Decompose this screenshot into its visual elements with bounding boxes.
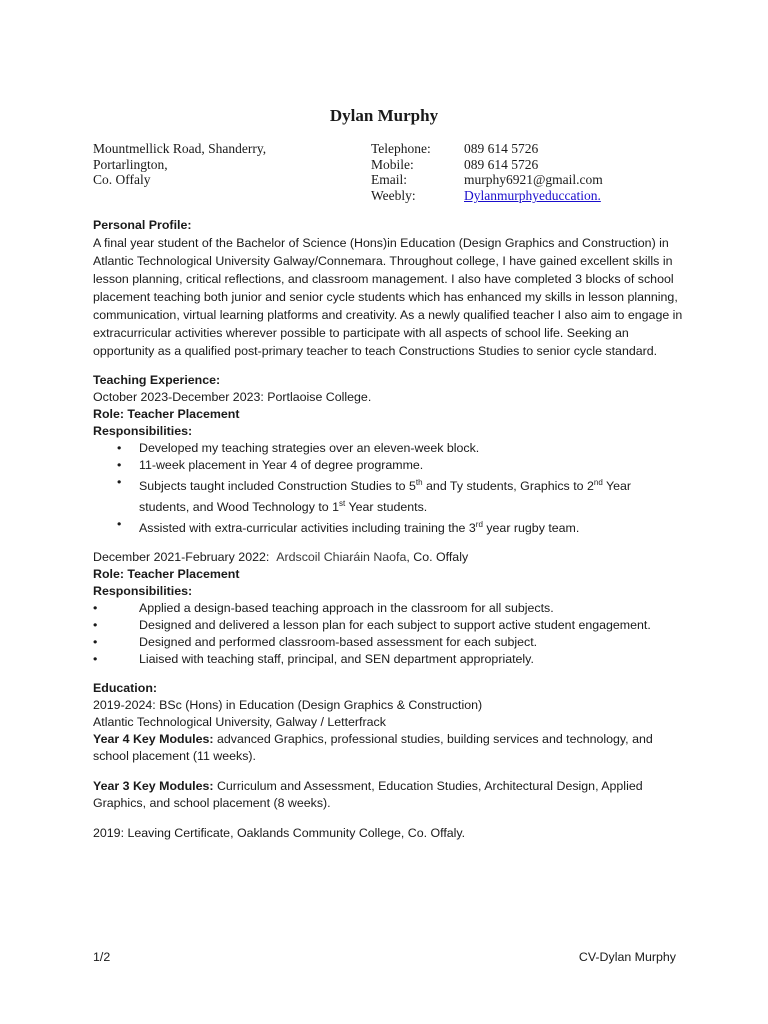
- list-item: [93, 457, 683, 474]
- list-item: [93, 651, 683, 668]
- year3-text: Curriculum and Assessment, Education Studies, Architectural Design, Applied Graphics, and school placement (8 weeks).: [93, 779, 643, 811]
- responsibilities-heading: Responsibilities:: [93, 584, 193, 599]
- year3-modules: [93, 778, 683, 812]
- bullet-icon: •: [117, 517, 122, 532]
- placement-role: Role: Teacher Placement: [93, 567, 240, 582]
- weebly-link[interactable]: Dylanmurphyeduccation.: [464, 188, 601, 204]
- bullet-icon: •: [93, 618, 98, 633]
- email-label: Email:: [371, 172, 407, 188]
- list-item-text: Liaised with teaching staff, principal, and SEN department appropriately.: [139, 652, 534, 667]
- leaving-cert-line: 2019: Leaving Certificate, Oaklands Community College, Co. Offaly.: [93, 826, 466, 841]
- address-line: Portarlington,: [93, 156, 168, 172]
- school-location: , Co. Offaly: [406, 550, 469, 565]
- weebly-label: Weebly:: [371, 188, 416, 204]
- list-item: [93, 634, 683, 651]
- cv-name: Dylan Murphy: [329, 106, 439, 125]
- address-line: Co. Offaly: [93, 172, 151, 188]
- list-item: [93, 617, 683, 634]
- footer-label: CV-Dylan Murphy: [578, 950, 676, 964]
- telephone-value: 089 614 5726: [464, 141, 539, 156]
- placement-dates: October 2023-December 2023: Portlaoise College.: [93, 390, 372, 404]
- address-line: Mountmellick Road, Shanderry,: [93, 141, 267, 156]
- list-item-text: Designed and performed classroom-based assessment for each subject.: [139, 635, 538, 650]
- bullet-icon: •: [93, 652, 98, 667]
- degree-line: 2019-2024: BSc (Hons) in Education (Design Graphics & Construction): [93, 698, 483, 713]
- experience-heading: Teaching Experience:: [93, 373, 221, 387]
- page-number: 1/2: [93, 950, 111, 964]
- responsibilities-heading: Responsibilities:: [93, 424, 193, 438]
- list-item-text: 11-week placement in Year 4 of degree programme.: [139, 458, 424, 472]
- list-item: [93, 474, 683, 516]
- year3-label: Year 3 Key Modules:: [93, 779, 214, 794]
- experience-section: [93, 372, 683, 842]
- list-item-text: Developed my teaching strategies over an eleven-week block.: [139, 441, 480, 455]
- placement-role: Role: Teacher Placement: [93, 407, 240, 421]
- address: [93, 141, 266, 188]
- bullet-icon: •: [93, 635, 98, 650]
- responsibilities-list: [93, 440, 683, 537]
- university-line: Atlantic Technological University, Galway / Letterfrack: [93, 715, 386, 730]
- contact-values: [464, 141, 603, 204]
- contact-labels: [371, 141, 431, 204]
- list-item-text: Applied a design-based teaching approach in the classroom for all subjects.: [139, 601, 554, 616]
- placement-dates: December 2021-February 2022:: [93, 550, 270, 565]
- education-heading: Education:: [93, 681, 158, 696]
- year4-modules: [93, 731, 683, 765]
- telephone-label: Telephone:: [371, 141, 431, 156]
- list-item-text: Subjects taught included Construction Studies to 5th and Ty students, Graphics to 2nd Year students, and Wood Technology to 1st Year students.: [139, 478, 632, 515]
- year4-text: advanced Graphics, professional studies, building services and technology, and school placement (11 weeks).: [93, 732, 653, 764]
- placement-dates-line: [93, 549, 683, 566]
- bullet-icon: •: [117, 458, 122, 472]
- bullet-icon: •: [117, 441, 122, 455]
- bullet-icon: •: [93, 601, 98, 616]
- list-item: [93, 516, 683, 537]
- list-item: [93, 440, 683, 457]
- school-name: Ardscoil Chiaráin Naofa: [276, 550, 407, 565]
- profile-heading: Personal Profile:: [93, 218, 192, 232]
- mobile-value: 089 614 5726: [464, 156, 539, 172]
- profile-text: A final year student of the Bachelor of Science (Hons)in Education (Design Graphics and Construction) in Atlantic Technological University Galway/Connemara. Throughout college, I have gained excellent skills in lesson planning, critical reflections, and classroom management. I also have completed 3 blocks of school placement teaching both junior and senior cycle students which has enhanced my skills in lesson planning, communication, virtual learning platforms and creativity. As a newly qualified teacher I also aim to engage in extracurricular activities wherever possible to participate with all aspects of school life. Seeking an opportunity as a qualified post-primary teacher to teach Constructions Studies to senior cycle standard.: [93, 236, 683, 358]
- responsibilities-list: [93, 600, 683, 668]
- list-item-text: Designed and delivered a lesson plan for each subject to support active student engagement.: [139, 618, 651, 633]
- list-item-text: Assisted with extra-curricular activities including training the 3rd year rugby team.: [139, 520, 580, 536]
- list-item: [93, 600, 683, 617]
- mobile-label: Mobile:: [371, 156, 414, 172]
- bullet-icon: •: [117, 475, 122, 489]
- email-value: murphy6921@gmail.com: [464, 172, 603, 188]
- cv-body: [93, 216, 683, 842]
- year4-label: Year 4 Key Modules:: [93, 732, 214, 747]
